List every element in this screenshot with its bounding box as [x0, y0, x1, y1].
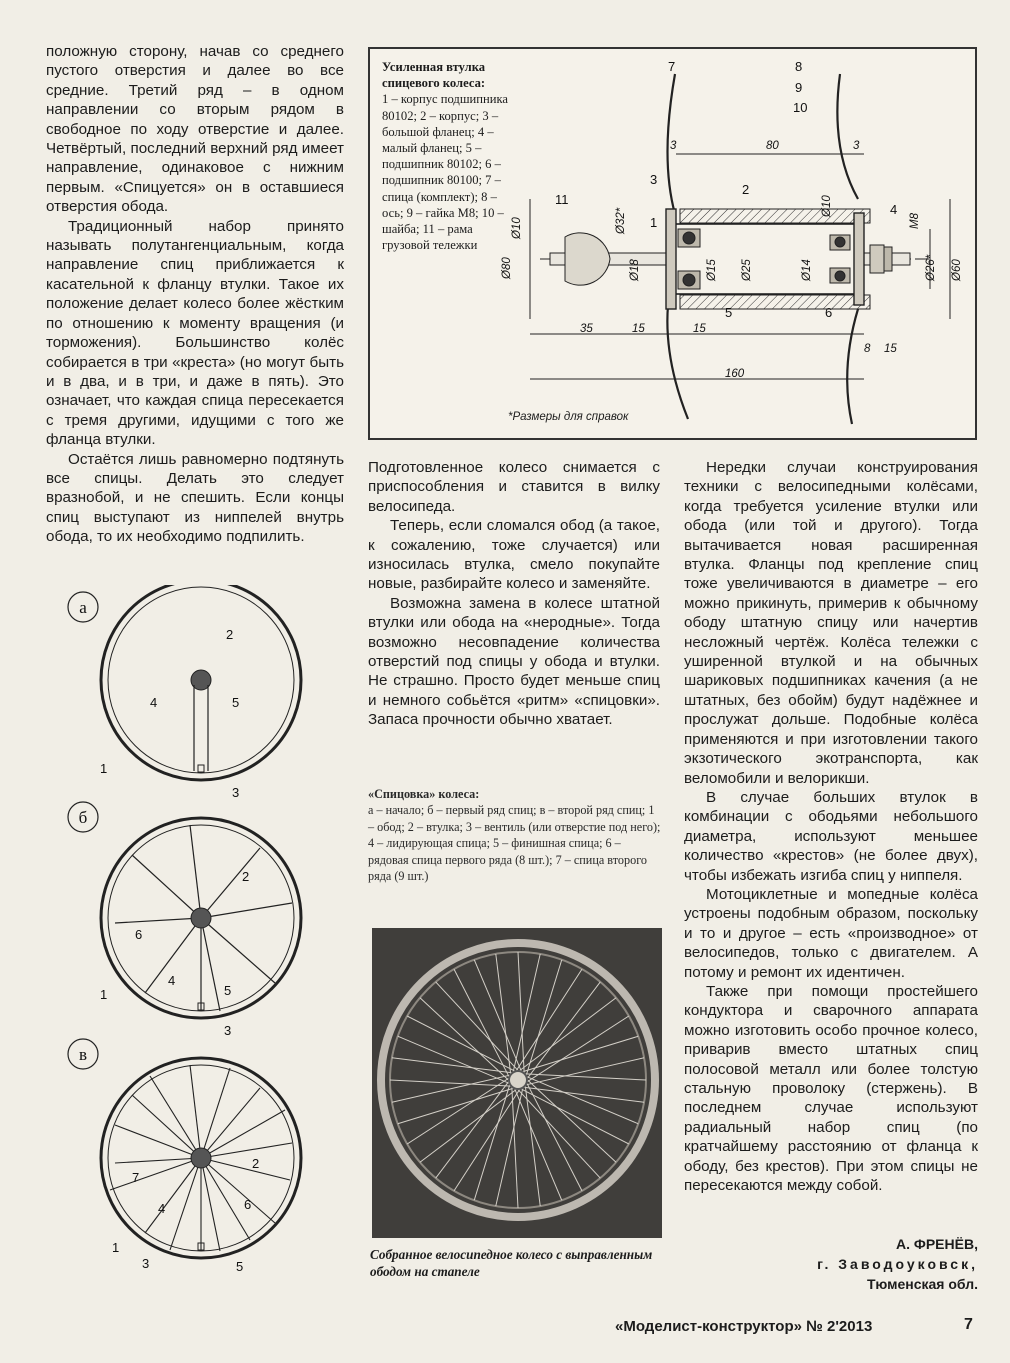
wheel-label: 5	[236, 1259, 244, 1274]
small-flange	[854, 213, 864, 305]
author-region: Тюменская обл.	[866, 1276, 978, 1292]
frame-tube	[565, 233, 610, 285]
wheel-c	[68, 1039, 301, 1258]
paragraph: Мотоциклетные и мопедные колёса устроены подобным образом, поскольку и то и другое – есть «производное» от велосипедов, только с двигателем. А потому и ремонт их идентичен.	[684, 885, 978, 981]
text-column-right	[684, 458, 978, 1195]
wheel-photo-image	[372, 928, 662, 1238]
dim-text: 3	[670, 140, 677, 152]
wheel-label: 1	[100, 987, 108, 1002]
part-label: 9	[795, 80, 803, 95]
dim-text: 8	[864, 343, 871, 355]
part-label: 8	[795, 59, 803, 74]
dim-text: Ø15	[706, 259, 718, 281]
dim-text: Ø80	[501, 257, 513, 279]
hub	[191, 908, 211, 928]
author-name: А. ФРЕНЁВ,	[896, 1236, 978, 1252]
wheel-label: 1	[112, 1240, 120, 1255]
wheel-b	[68, 802, 301, 1018]
photo-caption: Собранное велосипедное колесо с выправленным ободом на стапеле	[370, 1247, 653, 1280]
wheel-label: 2	[252, 1156, 260, 1171]
dim-text: 15	[884, 343, 897, 355]
dim-text: 15	[693, 323, 706, 335]
dim-text: 80	[766, 140, 779, 152]
dim-text: 15	[632, 323, 645, 335]
paragraph: Также при помощи простейшего кондуктора и сварочного аппарата можно изготовить особо прочное колесо, приварив вместо штатных спиц полосовой металл или более толстую стальную проволоку (стержень). В последнем случае используют радиальный набор спиц (по кратчайшему расстоянию от фланца к ободу, без крестов). При этом спицы не пересекаются между собой.	[684, 982, 978, 1195]
dim-text: Ø10	[511, 217, 523, 239]
nut	[870, 245, 884, 273]
spoke-caption-title: «Спицовка» колеса:	[368, 787, 480, 801]
hub	[191, 1148, 211, 1168]
hub-caption-legend: 1 – корпус подшипника 80102; 2 – корпус; 3 – большой фланец; 4 – малый фланец; 5 – подшипник 80102; 6 – подшипник 80100; 7 – спица (комплект); 8 – ось; 9 – гайка М8; 10 – шайба; 11 – рама грузовой тележки	[382, 92, 508, 253]
dim-text: Ø60	[951, 259, 963, 281]
text-column-left	[46, 42, 344, 547]
wheel-label: 2	[226, 627, 234, 642]
part-label: 7	[668, 59, 676, 74]
spoke-caption-text: а – начало; б – первый ряд спиц; в – второй ряд спиц; 1 – обод; 2 – втулка; 3 – вентиль (или отверстие под него); 4 – лидирующая спица; 5 – финишная спица; 6 – рядовая спица первого ряда (8 шт.); 7 – спица второго ряда (9 шт.)	[368, 803, 661, 884]
part-label: 2	[742, 182, 750, 197]
author-city: г. Заводоуковск,	[817, 1256, 978, 1272]
wheel-label: 2	[242, 869, 250, 884]
wheel-label: 4	[168, 973, 176, 988]
footer-magazine: «Моделист-конструктор» № 2'2013	[615, 1318, 873, 1335]
part-label: 3	[650, 172, 658, 187]
hub-note: *Размеры для справок	[508, 411, 629, 423]
paragraph: В случае больших втулок в комбинации с ободьями небольшого диаметра, используют меньшее количество «крестов» (не более двух), чтобы избежать изгиба спиц у ниппеля.	[684, 788, 978, 884]
spoke-caption	[368, 786, 662, 884]
part-label: 5	[725, 305, 733, 320]
wheel-photo	[372, 928, 662, 1238]
paragraph: Нередки случаи конструирования техники с велосипедными колёсами, когда требуется усиление втулки или обода (или той и другого). Тогда вытачивается новая расширенная втулка. Фланцы под крепление спиц тоже увеличиваются в диаметре – его можно прикинуть, примерив к обычному ободу штатную спицу или начертив несложный чертёж. Колёса тележки с уширенной втулкой и на обычных шариковых подшипниках качения (а не штатных, без обойм) будут надёжнее и прослужат дольше. Подобные колёса применяются и при изготовлении такого экзотического экотранспорта, как веломобили и велорикши.	[684, 459, 978, 787]
wheel-label: 3	[224, 1023, 232, 1038]
spoke-line	[837, 74, 858, 199]
paragraph: Возможна замена в колесе штатной втулки или обода на «неродные». Тогда возможно несовпадение количества отверстий под спицы у обода и втулки. Не страшно. Просто будет меньше спиц и немного собьётся «ритм» «спицовки». Запаса прочности обычно хватает.	[368, 594, 660, 729]
wheels-figure	[60, 585, 350, 1285]
valve	[198, 765, 204, 772]
dim-text: Ø26*	[925, 254, 937, 281]
hub-figure	[368, 47, 977, 440]
dim-text: Ø25	[741, 259, 753, 281]
figure-letter: в	[78, 1045, 88, 1064]
wheel-label: 4	[158, 1201, 166, 1216]
dim-text: 160	[725, 368, 745, 380]
paragraph: положную сторону, начав со среднего пустого отверстия и далее во все средние. Третий ряд – в одном направлении со вторым рядом в свободное по ходу отверстие и далее. Четвёртый, последний верхний ряд имеет направление, одинаковое с нижним первым. «Спицуется» он в оставшиеся отверстия обода.	[46, 43, 344, 216]
part-label: 11	[555, 192, 569, 207]
page-number: 7	[964, 1316, 973, 1333]
wheel-a	[68, 585, 301, 780]
paragraph: Теперь, если сломался обод (а такое, к сожалению, тоже случается) или износилась втулка, смело покупайте новые, разбирайте колесо и заменяйте.	[368, 517, 660, 593]
hub-shell-bottom	[680, 295, 870, 309]
dim-text: Ø18	[629, 259, 641, 281]
hub-shell-top	[680, 209, 870, 223]
wheel-label: 5	[224, 983, 232, 998]
part-label: 10	[793, 100, 808, 115]
wheel-label: 6	[244, 1197, 252, 1212]
paragraph: Традиционный набор принято называть полутангенциальным, когда направление спиц приближается к касательной к фланцу втулки. Такое их положение делает колесо более жёстким по отношению к моменту вращения (и торможения). Большинство колёс собирается в три «креста» (но могут быть и в два, и в три, и даже в пять). Это означает, что каждая спица пересекается с тремя другими, идущими с того же фланца втулки.	[46, 217, 344, 449]
wheel-label: 3	[142, 1256, 150, 1271]
part-label: 1	[650, 215, 658, 230]
part-label: 4	[890, 202, 898, 217]
big-flange	[666, 209, 676, 309]
dim-text: 35	[580, 323, 593, 335]
washer	[884, 247, 892, 271]
wheel-label: 1	[100, 761, 108, 776]
wheel-label: 3	[232, 785, 240, 800]
wheel-label: 5	[232, 695, 240, 710]
hub-caption	[382, 59, 508, 253]
part-label: 6	[825, 305, 833, 320]
hub-caption-title: Усиленная втулка спицевого колеса:	[382, 60, 486, 91]
dim-text: Ø14	[801, 259, 813, 281]
author-block	[700, 1234, 978, 1294]
text-column-middle	[368, 458, 660, 730]
spoke-line	[847, 309, 858, 424]
dim-text: М8	[909, 213, 921, 229]
wheel-label: 6	[135, 927, 143, 942]
figure-letter: а	[79, 598, 87, 617]
paragraph: Подготовленное колесо снимается с приспособления и ставится в вилку велосипеда.	[368, 459, 660, 515]
dim-text: 3	[853, 140, 860, 152]
dim-text: Ø10	[821, 195, 833, 217]
figure-letter: б	[78, 808, 88, 827]
paragraph: Остаётся лишь равномерно подтянуть все спицы. Делать это следует вразнобой, и не спешить. Если концы спиц выступают из ниппелей внутрь обода, то их необходимо подпилить.	[46, 450, 344, 546]
dim-text: Ø32*	[615, 207, 627, 234]
wheel-label: 7	[132, 1170, 140, 1185]
wheel-label: 4	[150, 695, 158, 710]
